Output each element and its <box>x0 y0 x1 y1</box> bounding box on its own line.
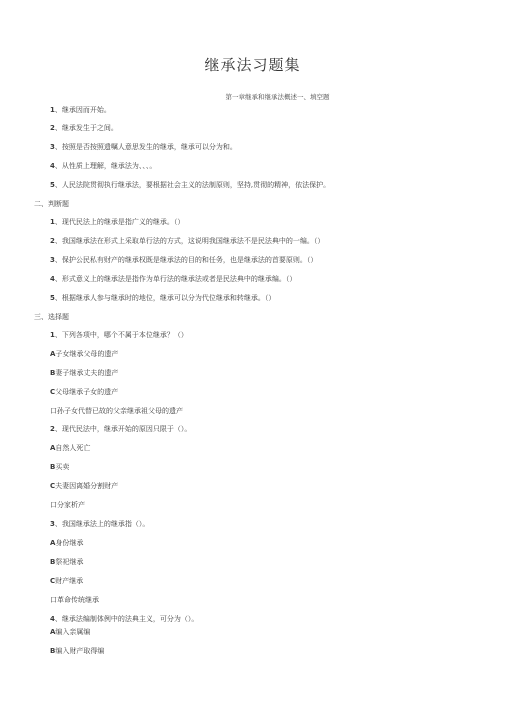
text-line <box>50 647 104 656</box>
item-number: A <box>50 444 56 452</box>
text-line <box>50 218 184 227</box>
item-text: 夫妻因离婚分割财产 <box>55 482 119 490</box>
item-number: B <box>50 647 56 655</box>
text-line <box>50 596 99 605</box>
item-text: 、形式意义上的继承法是指作为单行法的继承法或者是民法典中的继承编。（） <box>54 275 297 283</box>
item-text: 、现代民法上的继承是指广义的继承。（） <box>54 218 185 226</box>
item-text: 、我国继承法在形式上采取单行法的方式，这说明我国继承法不是民法典中的一编。（） <box>54 237 325 245</box>
document-title: 继承法习题集 <box>204 56 301 74</box>
text-line <box>50 388 118 397</box>
chapter-subtitle: 第一章继承和继承法概述一、填空题 <box>225 93 330 101</box>
text-line <box>50 237 324 246</box>
item-number: B <box>50 463 56 471</box>
text-line <box>50 501 85 510</box>
text-line <box>50 106 111 115</box>
item-number: 5 <box>50 294 55 302</box>
text-line <box>50 539 83 548</box>
item-number: C <box>50 482 56 490</box>
text-line <box>50 615 198 624</box>
text-line <box>50 558 83 567</box>
item-number: 3 <box>50 520 55 528</box>
item-number: 2 <box>50 237 55 245</box>
text-line <box>50 294 275 303</box>
item-text: 子女继承父母的遗产 <box>55 350 119 358</box>
item-text: 、现代民法中，继承开始的原因只限于（）。 <box>54 425 192 433</box>
text-line <box>50 350 118 359</box>
item-number: 4 <box>50 615 55 623</box>
item-text: 口革命传统继承 <box>50 596 99 604</box>
item-text: 口孙子女代替已故的父亲继承祖父母的遗产 <box>50 407 183 415</box>
item-text: 祭祀继承 <box>55 558 84 566</box>
text-line <box>34 313 69 322</box>
item-number: 2 <box>50 124 55 132</box>
text-line <box>50 331 188 340</box>
text-line <box>50 577 83 586</box>
item-text: 、继承发生于之间。 <box>54 124 118 132</box>
item-text: 、继承法编制体例中的法典主义，可分为（）。 <box>54 615 199 623</box>
item-text: 、从性质上理解，继承法为、、、。 <box>54 162 157 170</box>
text-line <box>50 425 191 434</box>
item-number: A <box>50 539 56 547</box>
item-number: 1 <box>50 331 55 339</box>
item-number: 3 <box>50 143 55 151</box>
text-line <box>50 463 69 472</box>
item-text: 、下列各项中，哪个不属于本位继承？（） <box>54 331 188 339</box>
item-text: 自然人死亡 <box>55 444 91 452</box>
text-line <box>50 520 149 529</box>
item-text: 、人民法院贯彻执行继承法，要根据社会主义的法制原则，坚持,贯彻的精神，依法保护。 <box>54 181 331 189</box>
text-line <box>50 143 237 152</box>
item-number: C <box>50 577 56 585</box>
text-line <box>50 162 156 171</box>
item-text: 编入财产取得编 <box>55 647 105 655</box>
item-text: 二、判断题 <box>34 200 69 208</box>
item-number: 1 <box>50 218 55 226</box>
item-number: B <box>50 369 56 377</box>
item-number: 1 <box>50 106 55 114</box>
text-line <box>50 482 118 491</box>
item-number: 3 <box>50 256 55 264</box>
item-number: 5 <box>50 181 55 189</box>
text-line <box>50 124 118 133</box>
item-text: 财产继承 <box>55 577 84 585</box>
item-number: 4 <box>50 275 55 283</box>
item-text: 口分家析产 <box>50 501 85 509</box>
text-line <box>50 444 90 453</box>
text-line <box>50 369 118 378</box>
text-line <box>50 407 183 416</box>
text-line <box>50 256 317 265</box>
item-text: 父母继承子女的遗产 <box>55 388 119 396</box>
item-number: C <box>50 388 56 396</box>
item-number: A <box>50 628 56 636</box>
text-line <box>50 181 330 190</box>
item-number: 4 <box>50 162 55 170</box>
item-text: 三、选择题 <box>34 313 69 321</box>
item-text: 、保护公民私有财产的继承权既是继承法的目的和任务，也是继承法的首要原则。（） <box>54 256 318 264</box>
item-number: A <box>50 350 56 358</box>
item-text: 、继承因而开始。 <box>54 106 111 114</box>
text-line <box>50 628 90 637</box>
text-line <box>34 200 69 209</box>
item-number: B <box>50 558 56 566</box>
item-text: 买卖 <box>55 463 70 471</box>
text-line <box>50 275 296 284</box>
item-text: 、按照是否按照遗嘱人意思发生的继承，继承可以分为和。 <box>54 143 237 151</box>
item-text: 妻子继承丈夫的遗产 <box>55 369 119 377</box>
item-text: 身份继承 <box>55 539 84 547</box>
item-text: 、根据继承人参与继承时的地位，继承可以分为代位继承和转继承。（） <box>54 294 276 302</box>
item-text: 编入亲属编 <box>55 628 91 636</box>
item-text: 、我国继承法上的继承指（）。 <box>54 520 150 528</box>
item-number: 2 <box>50 425 55 433</box>
